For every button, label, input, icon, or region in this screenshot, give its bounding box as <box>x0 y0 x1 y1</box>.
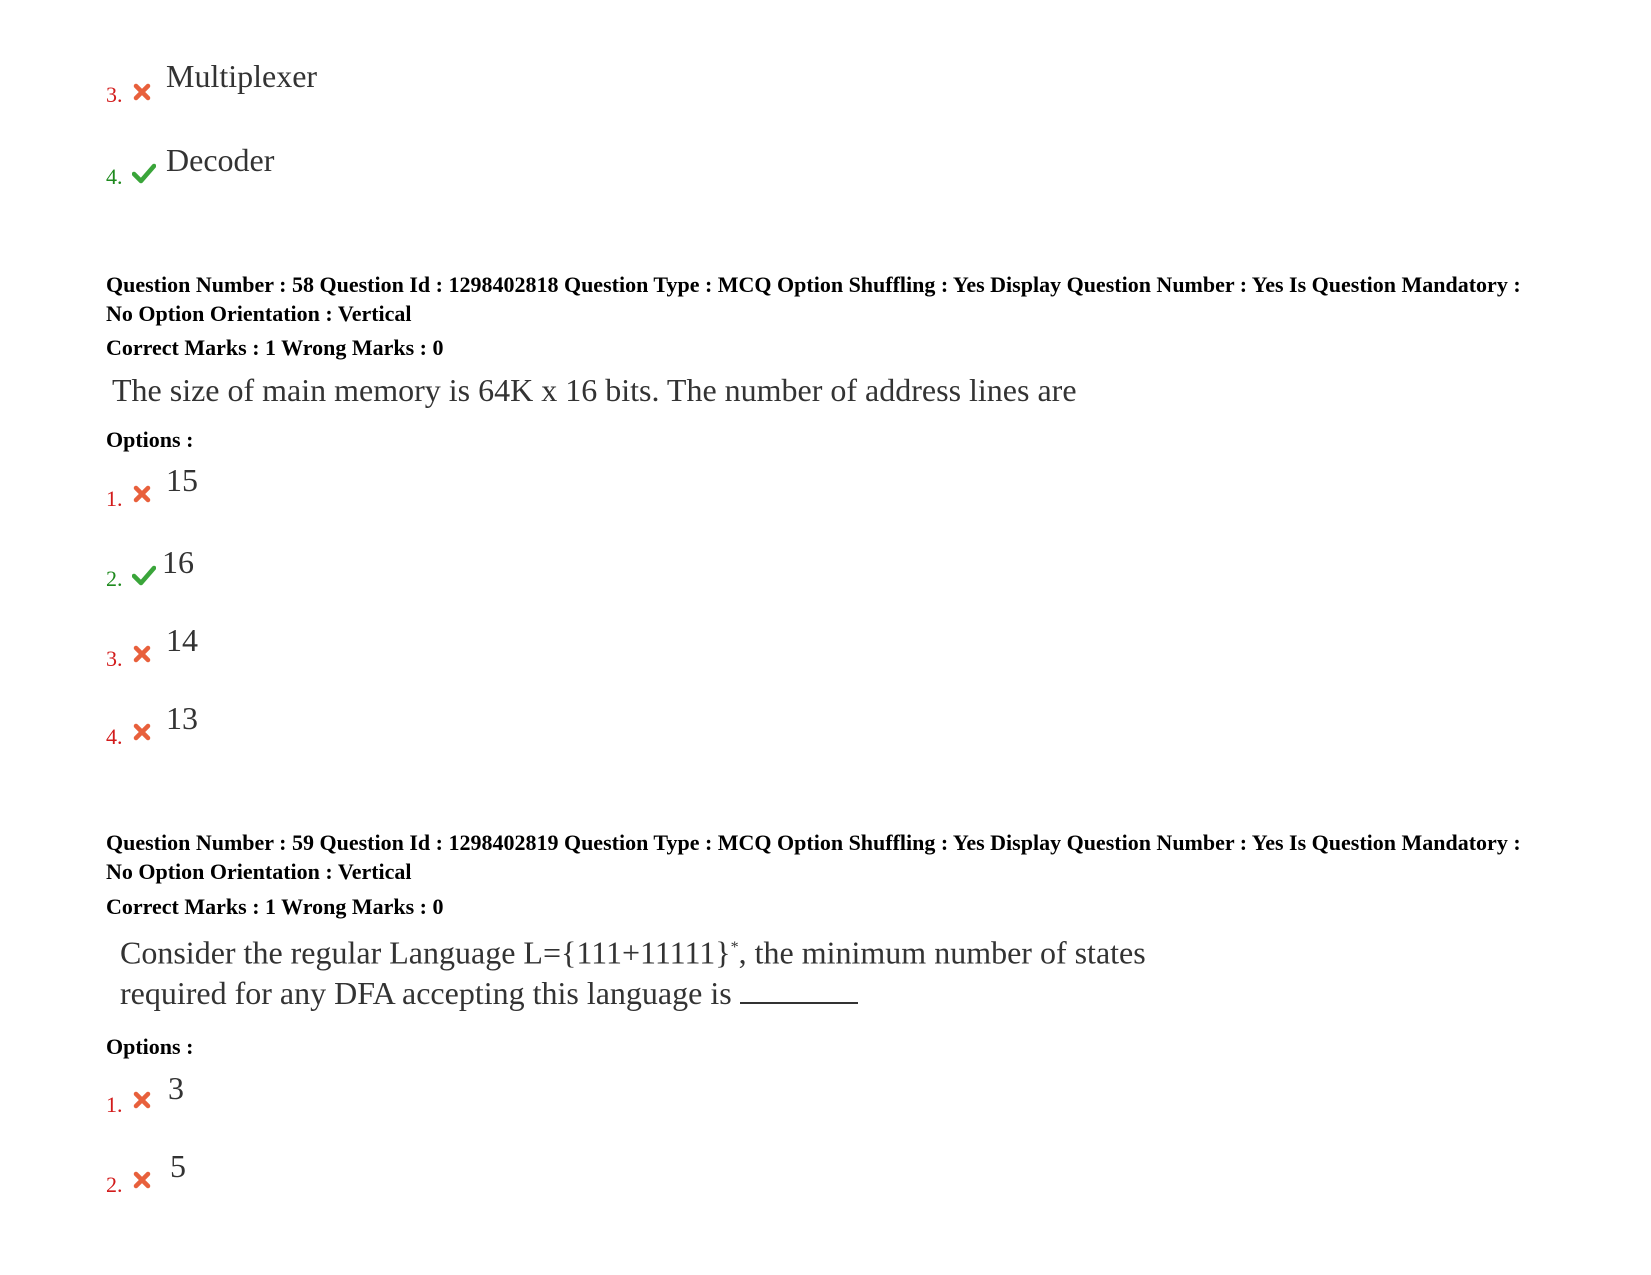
checkmark-icon <box>132 162 156 184</box>
option-value: 14 <box>166 622 198 658</box>
question-meta: Question Number : 59 Question Id : 1298402819 Question Type : MCQ Option Shuffling : Yes Display Question Number : Yes Is Question Mandatory : No Option Orientation : Vertical <box>106 830 1521 884</box>
question-text-line-2: required for any DFA accepting this language is <box>120 973 1146 1013</box>
option-number: 3. <box>106 646 123 671</box>
options-label: Options : <box>106 1034 194 1059</box>
option-number: 4. <box>106 164 123 189</box>
question-marks: Correct Marks : 1 Wrong Marks : 0 <box>106 335 444 360</box>
cross-icon <box>132 722 152 742</box>
question-marks: Correct Marks : 1 Wrong Marks : 0 <box>106 894 444 919</box>
option-value: 5 <box>170 1148 186 1184</box>
answer-blank <box>740 980 858 1004</box>
option-number: 2. <box>106 1172 123 1197</box>
option-number: 2. <box>106 566 123 591</box>
question-meta: Question Number : 58 Question Id : 1298402818 Question Type : MCQ Option Shuffling : Yes Display Question Number : Yes Is Question Mandatory : No Option Orientation : Vertical <box>106 272 1521 326</box>
kleene-star: * <box>730 939 739 956</box>
cross-icon <box>132 1090 152 1110</box>
options-label: Options : <box>106 427 194 452</box>
question-text: The size of main memory is 64K x 16 bits. The number of address lines are <box>112 372 1077 408</box>
question-text-line-1: Consider the regular Language L={111+11111}*, the minimum number of states <box>120 934 1146 971</box>
option-number: 4. <box>106 724 123 749</box>
option-number: 3. <box>106 82 123 107</box>
checkmark-icon <box>132 564 156 586</box>
cross-icon <box>132 82 152 102</box>
option-value: Multiplexer <box>166 58 318 94</box>
option-value: 3 <box>168 1070 184 1106</box>
option-value: 13 <box>166 700 198 736</box>
option-number: 1. <box>106 1092 123 1117</box>
cross-icon <box>132 1170 152 1190</box>
option-value: 16 <box>162 544 194 580</box>
option-number: 1. <box>106 486 123 511</box>
question-text <box>120 928 1146 1013</box>
cross-icon <box>132 644 152 664</box>
option-value: Decoder <box>166 142 275 178</box>
option-value: 15 <box>166 462 198 498</box>
cross-icon <box>132 484 152 504</box>
